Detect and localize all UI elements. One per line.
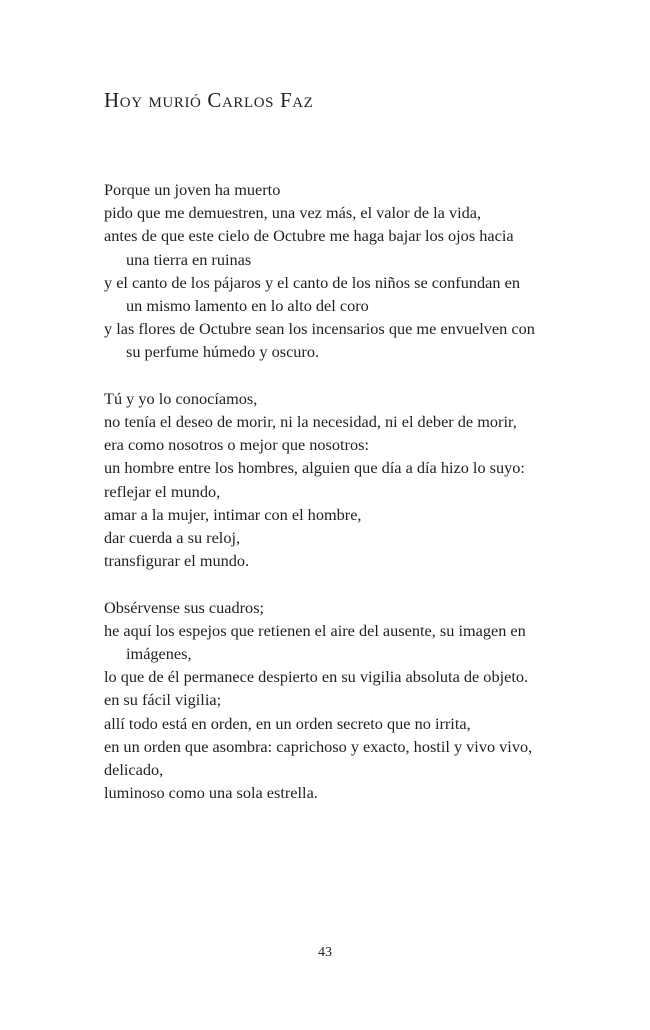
- verse-line: en su fácil vigilia;: [104, 690, 222, 710]
- verse-line: [104, 317, 584, 363]
- verse-line: lo que de él permanece despierto en su vigilia absoluta de objeto.: [104, 667, 529, 687]
- verse-line-start: he aquí los espejos que retienen el aire del ausente, su imagen en: [104, 620, 526, 640]
- verse-line: amar a la mujer, intimar con el hombre,: [104, 504, 362, 524]
- stanza-1: [104, 178, 584, 364]
- verse-line: Obsérvense sus cuadros;: [104, 597, 265, 617]
- poem-body: [104, 178, 584, 828]
- verse-line: luminoso como una sola estrella.: [104, 783, 318, 803]
- verse-line-continuation: imágenes,: [126, 644, 192, 664]
- verse-line: pido que me demuestren, una vez más, el valor de la vida,: [104, 203, 482, 223]
- verse-line: un hombre entre los hombres, alguien que día a día hizo lo suyo:: [104, 458, 525, 478]
- verse-line: [104, 619, 584, 665]
- verse-line: dar cuerda a su reloj,: [104, 528, 241, 548]
- verse-line: no tenía el deseo de morir, ni la necesidad, ni el deber de morir,: [104, 412, 517, 432]
- verse-line-start: y las flores de Octubre sean los incensarios que me envuelven con: [104, 319, 535, 339]
- verse-line: Porque un joven ha muerto: [104, 180, 281, 199]
- verse-line-continuation: su perfume húmedo y oscuro.: [126, 342, 320, 362]
- verse-line: Tú y yo lo conocíamos,: [104, 388, 258, 408]
- verse-line-start: antes de que este cielo de Octubre me haga bajar los ojos hacia: [104, 226, 514, 246]
- verse-line: [104, 224, 584, 270]
- verse-line: transfigurar el mundo.: [104, 551, 250, 571]
- stanza-3: [104, 596, 584, 805]
- verse-line-continuation: una tierra en ruinas: [126, 249, 252, 269]
- verse-line-continuation: un mismo lamento en lo alto del coro: [126, 296, 369, 316]
- verse-line: era como nosotros o mejor que nosotros:: [104, 435, 369, 455]
- verse-line: reflejar el mundo,: [104, 481, 221, 501]
- stanza-2: [104, 387, 584, 573]
- verse-line: allí todo está en orden, en un orden secreto que no irrita,: [104, 713, 471, 733]
- verse-line: delicado,: [104, 760, 164, 780]
- verse-line-start: y el canto de los pájaros y el canto de los niños se confundan en: [104, 272, 520, 292]
- poem-title: Hoy murió Carlos Faz: [104, 88, 314, 112]
- verse-line: en un orden que asombra: caprichoso y exacto, hostil y vivo vivo,: [104, 736, 533, 756]
- page-number: 43: [318, 945, 332, 960]
- verse-line: [104, 271, 584, 317]
